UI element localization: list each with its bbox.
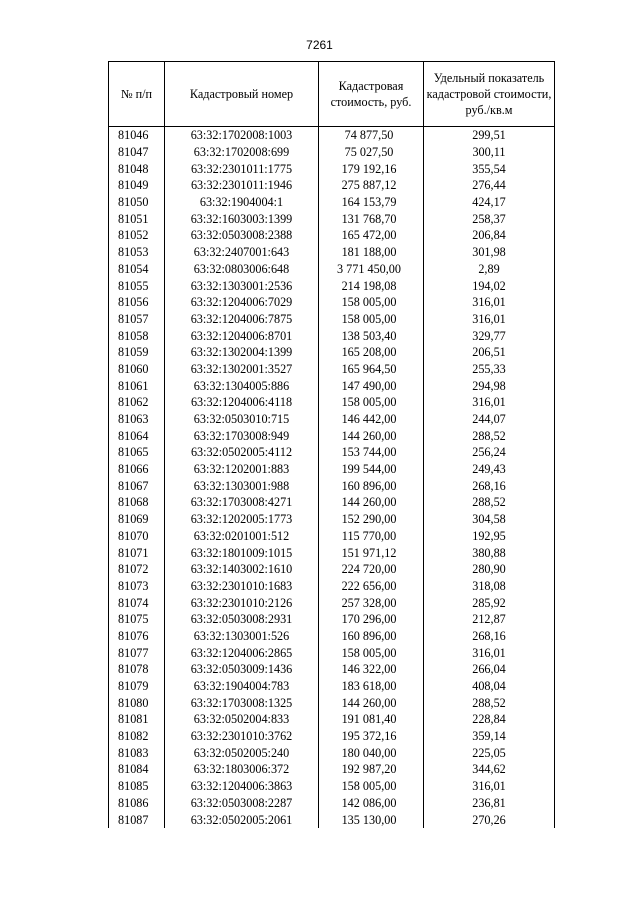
- specific-index-cell: 288,52: [424, 694, 555, 711]
- row-number-cell: 81064: [109, 427, 165, 444]
- cadastral-number-cell: 63:32:1702008:1003: [165, 127, 319, 144]
- cadastral-number-cell: 63:32:1202001:883: [165, 461, 319, 478]
- row-number-cell: 81066: [109, 461, 165, 478]
- cadastral-number-cell: 63:32:0502004:833: [165, 711, 319, 728]
- cadastral-number-cell: 63:32:0201001:512: [165, 528, 319, 545]
- table-row: [109, 761, 555, 778]
- cadastral-value-cell: 179 192,16: [319, 160, 424, 177]
- cadastral-number-cell: 63:32:0503008:2388: [165, 227, 319, 244]
- cadastral-number-cell: 63:32:1204006:3863: [165, 778, 319, 795]
- specific-index-cell: 316,01: [424, 311, 555, 328]
- table-row: [109, 377, 555, 394]
- cadastral-value-cell: 147 490,00: [319, 377, 424, 394]
- row-number-cell: 81057: [109, 311, 165, 328]
- cadastral-value-cell: 199 544,00: [319, 461, 424, 478]
- row-number-cell: 81067: [109, 477, 165, 494]
- table-row: [109, 127, 555, 144]
- specific-index-cell: 299,51: [424, 127, 555, 144]
- table-row: [109, 578, 555, 595]
- cadastral-value-cell: 146 442,00: [319, 411, 424, 428]
- row-number-cell: 81052: [109, 227, 165, 244]
- specific-index-cell: 318,08: [424, 578, 555, 595]
- table-row: [109, 411, 555, 428]
- cadastral-number-cell: 63:32:1202005:1773: [165, 511, 319, 528]
- table-row: [109, 261, 555, 278]
- cadastral-value-cell: 165 964,50: [319, 361, 424, 378]
- cadastral-number-cell: 63:32:1302001:3527: [165, 361, 319, 378]
- row-number-cell: 81079: [109, 678, 165, 695]
- table-row: [109, 644, 555, 661]
- cadastral-value-cell: 144 260,00: [319, 694, 424, 711]
- specific-index-cell: 301,98: [424, 244, 555, 261]
- cadastral-number-cell: 63:32:1204006:7029: [165, 294, 319, 311]
- specific-index-cell: 288,52: [424, 494, 555, 511]
- row-number-cell: 81072: [109, 561, 165, 578]
- cadastral-value-cell: 165 208,00: [319, 344, 424, 361]
- specific-index-cell: 2,89: [424, 261, 555, 278]
- row-number-cell: 81047: [109, 144, 165, 161]
- specific-index-cell: 316,01: [424, 778, 555, 795]
- cadastral-number-cell: 63:32:0502005:2061: [165, 811, 319, 828]
- table-row: [109, 594, 555, 611]
- header-specific-index: Удельный показатель кадастровой стоимости, руб./кв.м: [424, 62, 555, 127]
- cadastral-value-cell: 257 328,00: [319, 594, 424, 611]
- row-number-cell: 81059: [109, 344, 165, 361]
- table-row: [109, 795, 555, 812]
- specific-index-cell: 344,62: [424, 761, 555, 778]
- cadastral-number-cell: 63:32:0503009:1436: [165, 661, 319, 678]
- table-row: [109, 427, 555, 444]
- cadastral-value-cell: 152 290,00: [319, 511, 424, 528]
- cadastral-value-cell: 181 188,00: [319, 244, 424, 261]
- cadastral-number-cell: 63:32:2301011:1946: [165, 177, 319, 194]
- table-row: [109, 227, 555, 244]
- cadastral-value-cell: 224 720,00: [319, 561, 424, 578]
- table-row: [109, 678, 555, 695]
- specific-index-cell: 236,81: [424, 795, 555, 812]
- cadastral-value-cell: 115 770,00: [319, 528, 424, 545]
- header-cadastral-value: Кадастровая стоимость, руб.: [319, 62, 424, 127]
- row-number-cell: 81068: [109, 494, 165, 511]
- specific-index-cell: 266,04: [424, 661, 555, 678]
- row-number-cell: 81083: [109, 744, 165, 761]
- table-row: [109, 361, 555, 378]
- cadastral-value-table: [108, 61, 555, 828]
- cadastral-value-cell: 158 005,00: [319, 311, 424, 328]
- table-row: [109, 194, 555, 211]
- cadastral-number-cell: 63:32:0503010:715: [165, 411, 319, 428]
- cadastral-number-cell: 63:32:1303001:526: [165, 628, 319, 645]
- row-number-cell: 81084: [109, 761, 165, 778]
- specific-index-cell: 408,04: [424, 678, 555, 695]
- cadastral-value-cell: 131 768,70: [319, 210, 424, 227]
- specific-index-cell: 256,24: [424, 444, 555, 461]
- row-number-cell: 81085: [109, 778, 165, 795]
- cadastral-number-cell: 63:32:1204006:8701: [165, 327, 319, 344]
- cadastral-number-cell: 63:32:1403002:1610: [165, 561, 319, 578]
- row-number-cell: 81075: [109, 611, 165, 628]
- cadastral-value-cell: 144 260,00: [319, 427, 424, 444]
- cadastral-value-cell: 135 130,00: [319, 811, 424, 828]
- table-body: [109, 127, 555, 828]
- row-number-cell: 81070: [109, 528, 165, 545]
- cadastral-value-cell: 138 503,40: [319, 327, 424, 344]
- cadastral-value-cell: 146 322,00: [319, 661, 424, 678]
- cadastral-value-cell: 151 971,12: [319, 544, 424, 561]
- row-number-cell: 81053: [109, 244, 165, 261]
- specific-index-cell: 316,01: [424, 294, 555, 311]
- specific-index-cell: 258,37: [424, 210, 555, 227]
- cadastral-number-cell: 63:32:2301011:1775: [165, 160, 319, 177]
- cadastral-value-cell: 160 896,00: [319, 477, 424, 494]
- cadastral-value-cell: 180 040,00: [319, 744, 424, 761]
- cadastral-number-cell: 63:32:1304005:886: [165, 377, 319, 394]
- cadastral-value-cell: 74 877,50: [319, 127, 424, 144]
- cadastral-number-cell: 63:32:2301010:1683: [165, 578, 319, 595]
- table-row: [109, 277, 555, 294]
- cadastral-value-cell: 158 005,00: [319, 294, 424, 311]
- specific-index-cell: 294,98: [424, 377, 555, 394]
- cadastral-number-cell: 63:32:0502005:240: [165, 744, 319, 761]
- row-number-cell: 81054: [109, 261, 165, 278]
- specific-index-cell: 304,58: [424, 511, 555, 528]
- table-header: [109, 62, 555, 127]
- cadastral-number-cell: 63:32:1703008:1325: [165, 694, 319, 711]
- table-row: [109, 210, 555, 227]
- cadastral-number-cell: 63:32:1204006:2865: [165, 644, 319, 661]
- table-row: [109, 461, 555, 478]
- cadastral-value-cell: 214 198,08: [319, 277, 424, 294]
- table-row: [109, 744, 555, 761]
- cadastral-value-cell: 160 896,00: [319, 628, 424, 645]
- cadastral-value-cell: 158 005,00: [319, 394, 424, 411]
- cadastral-number-cell: 63:32:0803006:648: [165, 261, 319, 278]
- table-row: [109, 244, 555, 261]
- row-number-cell: 81081: [109, 711, 165, 728]
- row-number-cell: 81061: [109, 377, 165, 394]
- cadastral-value-cell: 164 153,79: [319, 194, 424, 211]
- cadastral-value-cell: 183 618,00: [319, 678, 424, 695]
- specific-index-cell: 380,88: [424, 544, 555, 561]
- cadastral-number-cell: 63:32:1904004:783: [165, 678, 319, 695]
- specific-index-cell: 270,26: [424, 811, 555, 828]
- cadastral-value-cell: 75 027,50: [319, 144, 424, 161]
- specific-index-cell: 316,01: [424, 394, 555, 411]
- specific-index-cell: 329,77: [424, 327, 555, 344]
- row-number-cell: 81056: [109, 294, 165, 311]
- row-number-cell: 81080: [109, 694, 165, 711]
- specific-index-cell: 192,95: [424, 528, 555, 545]
- specific-index-cell: 355,54: [424, 160, 555, 177]
- row-number-cell: 81062: [109, 394, 165, 411]
- cadastral-value-cell: 222 656,00: [319, 578, 424, 595]
- specific-index-cell: 285,92: [424, 594, 555, 611]
- table-row: [109, 711, 555, 728]
- table-row: [109, 394, 555, 411]
- cadastral-number-cell: 63:32:1904004:1: [165, 194, 319, 211]
- specific-index-cell: 249,43: [424, 461, 555, 478]
- specific-index-cell: 206,51: [424, 344, 555, 361]
- table-row: [109, 311, 555, 328]
- row-number-cell: 81046: [109, 127, 165, 144]
- row-number-cell: 81048: [109, 160, 165, 177]
- cadastral-number-cell: 63:32:0502005:4112: [165, 444, 319, 461]
- cadastral-value-cell: 192 987,20: [319, 761, 424, 778]
- cadastral-number-cell: 63:32:1302004:1399: [165, 344, 319, 361]
- cadastral-number-cell: 63:32:2407001:643: [165, 244, 319, 261]
- cadastral-value-cell: 275 887,12: [319, 177, 424, 194]
- specific-index-cell: 276,44: [424, 177, 555, 194]
- specific-index-cell: 206,84: [424, 227, 555, 244]
- cadastral-number-cell: 63:32:1703008:949: [165, 427, 319, 444]
- cadastral-number-cell: 63:32:1801009:1015: [165, 544, 319, 561]
- cadastral-number-cell: 63:32:1303001:2536: [165, 277, 319, 294]
- row-number-cell: 81086: [109, 795, 165, 812]
- table-row: [109, 511, 555, 528]
- page-number: 7261: [306, 38, 333, 52]
- row-number-cell: 81051: [109, 210, 165, 227]
- specific-index-cell: 228,84: [424, 711, 555, 728]
- cadastral-value-cell: 3 771 450,00: [319, 261, 424, 278]
- table-row: [109, 344, 555, 361]
- cadastral-number-cell: 63:32:1603003:1399: [165, 210, 319, 227]
- row-number-cell: 81074: [109, 594, 165, 611]
- specific-index-cell: 225,05: [424, 744, 555, 761]
- row-number-cell: 81055: [109, 277, 165, 294]
- specific-index-cell: 212,87: [424, 611, 555, 628]
- row-number-cell: 81063: [109, 411, 165, 428]
- cadastral-value-cell: 142 086,00: [319, 795, 424, 812]
- table-row: [109, 144, 555, 161]
- table-row: [109, 528, 555, 545]
- specific-index-cell: 268,16: [424, 628, 555, 645]
- cadastral-value-cell: 195 372,16: [319, 728, 424, 745]
- cadastral-number-cell: 63:32:2301010:2126: [165, 594, 319, 611]
- cadastral-value-cell: 158 005,00: [319, 644, 424, 661]
- specific-index-cell: 268,16: [424, 477, 555, 494]
- table-row: [109, 477, 555, 494]
- row-number-cell: 81087: [109, 811, 165, 828]
- table-row: [109, 177, 555, 194]
- specific-index-cell: 424,17: [424, 194, 555, 211]
- table-row: [109, 778, 555, 795]
- table-row: [109, 160, 555, 177]
- table-row: [109, 544, 555, 561]
- cadastral-number-cell: 63:32:1703008:4271: [165, 494, 319, 511]
- specific-index-cell: 244,07: [424, 411, 555, 428]
- table-row: [109, 327, 555, 344]
- cadastral-value-cell: 144 260,00: [319, 494, 424, 511]
- cadastral-value-cell: 158 005,00: [319, 778, 424, 795]
- row-number-cell: 81058: [109, 327, 165, 344]
- row-number-cell: 81069: [109, 511, 165, 528]
- row-number-cell: 81050: [109, 194, 165, 211]
- cadastral-number-cell: 63:32:1803006:372: [165, 761, 319, 778]
- header-cadastral-number: Кадастровый номер: [165, 62, 319, 127]
- row-number-cell: 81049: [109, 177, 165, 194]
- cadastral-number-cell: 63:32:1204006:7875: [165, 311, 319, 328]
- table-row: [109, 628, 555, 645]
- specific-index-cell: 194,02: [424, 277, 555, 294]
- cadastral-number-cell: 63:32:1204006:4118: [165, 394, 319, 411]
- row-number-cell: 81065: [109, 444, 165, 461]
- cadastral-number-cell: 63:32:0503008:2287: [165, 795, 319, 812]
- specific-index-cell: 300,11: [424, 144, 555, 161]
- specific-index-cell: 255,33: [424, 361, 555, 378]
- cadastral-value-cell: 191 081,40: [319, 711, 424, 728]
- table-row: [109, 811, 555, 828]
- header-num: № п/п: [109, 62, 165, 127]
- row-number-cell: 81073: [109, 578, 165, 595]
- row-number-cell: 81076: [109, 628, 165, 645]
- specific-index-cell: 288,52: [424, 427, 555, 444]
- table-row: [109, 444, 555, 461]
- row-number-cell: 81078: [109, 661, 165, 678]
- cadastral-number-cell: 63:32:1702008:699: [165, 144, 319, 161]
- row-number-cell: 81082: [109, 728, 165, 745]
- cadastral-value-cell: 153 744,00: [319, 444, 424, 461]
- table-row: [109, 294, 555, 311]
- cadastral-number-cell: 63:32:0503008:2931: [165, 611, 319, 628]
- cadastral-value-cell: 165 472,00: [319, 227, 424, 244]
- table-row: [109, 494, 555, 511]
- table-row: [109, 694, 555, 711]
- cadastral-value-cell: 170 296,00: [319, 611, 424, 628]
- table-row: [109, 661, 555, 678]
- table-row: [109, 728, 555, 745]
- row-number-cell: 81060: [109, 361, 165, 378]
- specific-index-cell: 316,01: [424, 644, 555, 661]
- cadastral-number-cell: 63:32:1303001:988: [165, 477, 319, 494]
- cadastral-number-cell: 63:32:2301010:3762: [165, 728, 319, 745]
- specific-index-cell: 359,14: [424, 728, 555, 745]
- row-number-cell: 81077: [109, 644, 165, 661]
- header-row: [109, 62, 555, 127]
- table-row: [109, 561, 555, 578]
- table-row: [109, 611, 555, 628]
- row-number-cell: 81071: [109, 544, 165, 561]
- specific-index-cell: 280,90: [424, 561, 555, 578]
